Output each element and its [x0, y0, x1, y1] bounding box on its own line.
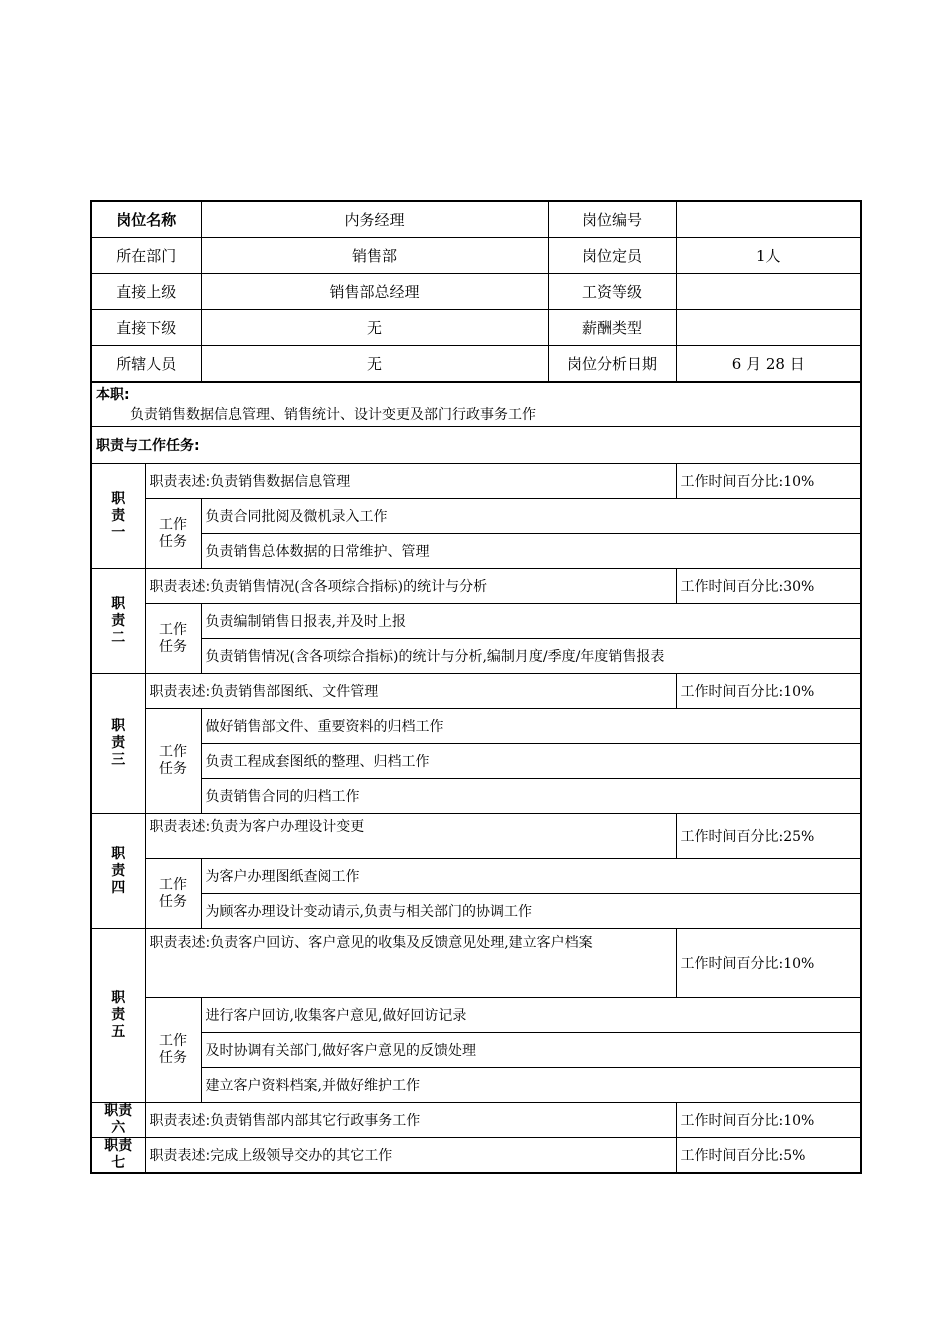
value-analysis-date: 6 月 28 日: [676, 346, 861, 383]
duty-5-desc: 职责表述:负责客户回访、客户意见的收集及反馈意见处理,建立客户档案: [145, 929, 676, 998]
duty-5-label: 职 责 五: [91, 929, 145, 1103]
header-row-superior: [91, 274, 861, 310]
label-pay-type: 薪酬类型: [548, 310, 676, 346]
duty-6-label: 职责 六: [91, 1103, 145, 1138]
duty-5-task-row: [91, 1068, 861, 1103]
duty-2-task-label: 工作 任务: [145, 604, 201, 674]
duty-3-task-row: [91, 709, 861, 744]
duty-5-task-2: 及时协调有关部门,做好客户意见的反馈处理: [201, 1033, 861, 1068]
value-direct-superior: 销售部总经理: [201, 274, 548, 310]
duty-4-desc: 职责表述:负责为客户办理设计变更: [145, 814, 676, 859]
duty-3-pct: 工作时间百分比:10%: [676, 674, 861, 709]
value-position-code: [676, 201, 861, 238]
duty-2-task-1: 负责编制销售日报表,并及时上报: [201, 604, 861, 639]
duty-4-task-2: 为顾客办理设计变动请示,负责与相关部门的协调工作: [201, 894, 861, 929]
label-salary-grade: 工资等级: [548, 274, 676, 310]
duty-1-label: 职 责 一: [91, 464, 145, 569]
duty-2-desc: 职责表述:负责销售情况(含各项综合指标)的统计与分析: [145, 569, 676, 604]
duty-7-pct: 工作时间百分比:5%: [676, 1138, 861, 1174]
label-staff-managed: 所辖人员: [91, 346, 201, 383]
duty-3-desc-row: [91, 674, 861, 709]
duty-1-task-1: 负责合同批阅及微机录入工作: [201, 499, 861, 534]
duty-3-task-2: 负责工程成套图纸的整理、归档工作: [201, 744, 861, 779]
duty-4-pct: 工作时间百分比:25%: [676, 814, 861, 859]
duty-3-task-label: 工作 任务: [145, 709, 201, 814]
duty-6-desc: 职责表述:负责销售部内部其它行政事务工作: [145, 1103, 676, 1138]
job-info-table: [90, 200, 862, 1174]
label-position-code: 岗位编号: [548, 201, 676, 238]
header-row-department: [91, 238, 861, 274]
header-row-subordinate: [91, 310, 861, 346]
value-direct-subordinate: 无: [201, 310, 548, 346]
duty-2-task-row: [91, 639, 861, 674]
duty-3-task-3: 负责销售合同的归档工作: [201, 779, 861, 814]
value-pay-type: [676, 310, 861, 346]
duty-1-task-label: 工作 任务: [145, 499, 201, 569]
header-row-staff: [91, 346, 861, 383]
benzhi-title: 本职:: [96, 387, 130, 403]
duty-5-task-row: [91, 998, 861, 1033]
duty-5-pct: 工作时间百分比:10%: [676, 929, 861, 998]
duty-7-row: [91, 1138, 861, 1174]
duty-2-desc-row: [91, 569, 861, 604]
job-description-document: [90, 200, 860, 1174]
duty-1-desc-row: [91, 464, 861, 499]
label-department: 所在部门: [91, 238, 201, 274]
duty-7-label: 职责 七: [91, 1138, 145, 1174]
duty-3-desc: 职责表述:负责销售部图纸、文件管理: [145, 674, 676, 709]
label-direct-subordinate: 直接下级: [91, 310, 201, 346]
label-direct-superior: 直接上级: [91, 274, 201, 310]
value-position-name: 内务经理: [201, 201, 548, 238]
value-headcount: 1人: [676, 238, 861, 274]
duty-6-pct: 工作时间百分比:10%: [676, 1103, 861, 1138]
duty-2-pct: 工作时间百分比:30%: [676, 569, 861, 604]
duty-6-row: [91, 1103, 861, 1138]
duty-3-task-row: [91, 744, 861, 779]
duty-1-task-2: 负责销售总体数据的日常维护、管理: [201, 534, 861, 569]
duties-title-row: [91, 427, 861, 464]
duty-1-task-row: [91, 534, 861, 569]
duty-2-label: 职 责 二: [91, 569, 145, 674]
duty-1-pct: 工作时间百分比:10%: [676, 464, 861, 499]
duty-3-task-1: 做好销售部文件、重要资料的归档工作: [201, 709, 861, 744]
benzhi-text: 负责销售数据信息管理、销售统计、设计变更及部门行政事务工作: [130, 407, 536, 423]
duty-4-task-label: 工作 任务: [145, 859, 201, 929]
duty-5-desc-row: [91, 929, 861, 998]
duty-3-task-row: [91, 779, 861, 814]
duty-4-task-row: [91, 894, 861, 929]
duty-1-task-row: [91, 499, 861, 534]
value-salary-grade: [676, 274, 861, 310]
value-department: 销售部: [201, 238, 548, 274]
duty-5-task-label: 工作 任务: [145, 998, 201, 1103]
label-headcount: 岗位定员: [548, 238, 676, 274]
duty-4-desc-row: [91, 814, 861, 859]
duty-5-task-3: 建立客户资料档案,并做好维护工作: [201, 1068, 861, 1103]
duty-5-task-row: [91, 1033, 861, 1068]
duty-1-desc: 职责表述:负责销售数据信息管理: [145, 464, 676, 499]
duty-3-label: 职 责 三: [91, 674, 145, 814]
duties-title: 职责与工作任务:: [91, 427, 861, 464]
label-analysis-date: 岗位分析日期: [548, 346, 676, 383]
value-staff-managed: 无: [201, 346, 548, 383]
header-row-position: [91, 201, 861, 238]
duty-4-task-row: [91, 859, 861, 894]
duty-2-task-row: [91, 604, 861, 639]
duty-5-task-1: 进行客户回访,收集客户意见,做好回访记录: [201, 998, 861, 1033]
label-position-name: 岗位名称: [91, 201, 201, 238]
duty-7-desc: 职责表述:完成上级领导交办的其它工作: [145, 1138, 676, 1174]
duty-4-task-1: 为客户办理图纸查阅工作: [201, 859, 861, 894]
duty-4-label: 职 责 四: [91, 814, 145, 929]
duty-2-task-2: 负责销售情况(含各项综合指标)的统计与分析,编制月度/季度/年度销售报表: [201, 639, 861, 674]
benzhi-row: [91, 382, 861, 427]
